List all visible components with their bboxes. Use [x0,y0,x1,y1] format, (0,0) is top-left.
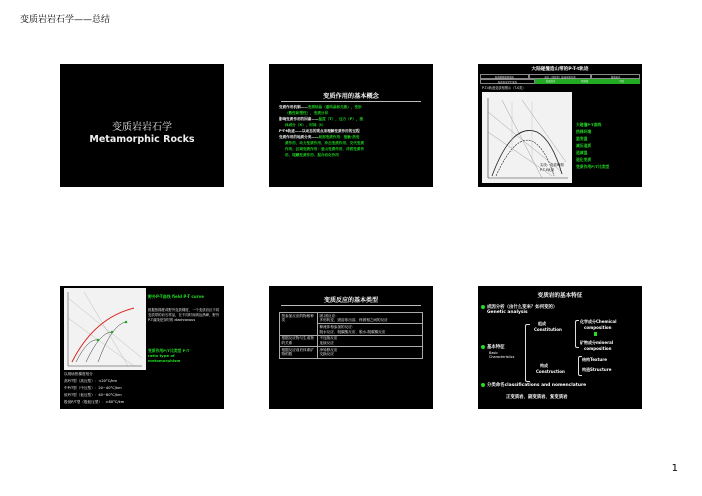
field-pt-diagram [64,288,146,370]
slide-field-pt-curve [60,286,224,409]
ptt-topic-item: 热梯环境 [576,129,592,134]
slide4-subtitle-3: metamorphism [148,358,181,363]
table-row [280,313,423,324]
ptt-diagram [482,92,572,183]
concept-line-label: 变质作用的地质分类—— [279,135,319,139]
slide5-title: 变质反应的基本类型 [323,297,378,304]
bullet-icon [481,345,485,349]
concept-line-highlight: 变质结晶（重结晶和交换），变形 [307,105,362,109]
concept-line-highlight: （数性和塑性），变质分异 [285,111,329,115]
cell-line: 释流体相参加的反应： [319,324,356,329]
ptt-legend-b: P-T-t轨迹 [540,168,554,172]
construction-cn: 构成 [540,363,548,368]
ptt-diagram-svg [482,92,572,183]
mineral-composition-cn: 矿物成分mineral [580,340,614,345]
slide1-title-en: Metamorphic Rocks [89,134,195,145]
concept-line [285,111,433,116]
slide1-title-cn: 变质岩岩石学 [112,122,172,133]
ptt-topic-item: 退减温 [576,150,588,155]
concept-line [285,141,433,146]
slide4-title: 野外P-T曲线 field P-T curve [148,294,204,299]
slide3-title: 大陆碰撞造山带的P-T-t轨迹 [531,67,589,72]
bullet-icon [481,383,485,387]
basic-features-en1: Basic [489,351,498,355]
field-pt-svg [64,288,146,370]
slide4-list-item: 中P/T型（中压型）：20~40°C/km [64,386,122,390]
stage-cell: 同剥蚀 [566,79,603,84]
basic-features-cn: 基本特征 [487,345,505,350]
brace-outer [525,324,530,382]
texture-label: 结构Texture [582,357,607,362]
concept-line-highlight: 温度（T），压力（P），流 [318,117,364,121]
table-cell [318,335,423,346]
chemical-composition-cn: 化学成分Chemical [580,319,617,324]
slide4-subtitle-1: 变质作用P/T比类型 P/T [148,348,190,353]
concept-line-label: 变质作用机制—— [279,105,308,109]
stage-cell: 抬升（或拉张）使减压和升温 [529,74,592,79]
stage-cell: 侵蚀抬升 [591,74,640,79]
stage-cell: 地壳加压至中低温 [480,79,535,84]
concept-line [279,117,429,122]
slide-basic-features [478,286,642,409]
classification-label: 分类命名classifications and nomenclature [487,383,587,388]
table-cell: 按参加反应的物相种类 [280,313,318,336]
constitution-cn: 组成 [538,321,546,326]
slide3-stage-table [480,74,640,84]
cell-line: 交换反应 [319,352,334,357]
cell-line: 不连续反应 [319,336,338,341]
concept-line-highlight: 质作用、动力变质作用、冲击变质作用、交代变质 [285,141,365,145]
concept-line-label: P-T-t轨迹——以动态的观点来理解变质作用的过程 [279,129,360,133]
table-cell: 根据反应物与生成物的关系 [280,335,318,346]
ptt-topic-item: 温变温 [576,136,588,141]
concept-line [285,153,433,158]
slide-title [60,64,224,187]
concept-line [279,129,429,134]
stage-cell: 高温高压 [535,79,567,84]
basic-features-en2: Characteristics [489,355,515,359]
genetic-analysis-en: Genetic analysis [487,310,528,315]
brace-constitution [575,320,579,348]
slide2-divider [281,101,421,102]
slide3-figure-caption: P-T-t轨迹变质相图示（T-S类） [482,86,526,90]
ptt-legend-a: 实线：变质峰期 [540,163,564,167]
table-row [280,347,423,358]
table-cell: 根据反应前后体系矿物的数 [280,347,318,358]
ptt-topic-item: 减压退质 [576,143,592,148]
page-number: 1 [671,463,678,474]
slide4-list-item: 高P/T型（高压型）：<20°C/km [64,379,118,383]
slide4-list-title: 以现场热梯度划分 [64,372,93,376]
slide4-bullet: 根据热梯度或野外变质梯度，一个变质岩区不同变质带的岩石样品，在不同时间到达热峰，野外P-T曲线是穿时的 diachronous [148,308,220,322]
slide-basic-concepts [269,64,433,187]
cell-line: 多形转变、固溶体出溶、终固相之间的反应 [319,318,388,323]
ptt-topic-item: 退化变质 [576,157,592,162]
slide-ptt-path [478,64,642,187]
cell-line: 脱水反应、脱碳酸反应、脱水-脱碳酸反应 [319,329,386,334]
constitution-en: Constitution [534,327,562,332]
mineral-composition-en: composition [584,346,612,351]
reaction-table [279,312,423,359]
slide6-title: 变质岩的基本特征 [537,293,583,299]
table-cell [318,347,423,358]
table-cell [318,313,423,324]
construction-en: Construction [536,369,565,374]
bullet-icon [481,305,485,309]
concept-line [285,147,433,152]
page-header-title: 变质岩岩石学——总结 [20,15,111,25]
ptt-topic-item: 大碰撞P-T曲线 [576,122,602,127]
table-cell [318,324,423,335]
concept-line-highlight: 体成分（X），时间（t） [285,123,326,127]
ptt-topic-item: 变质作用P/T比类型 [576,164,610,169]
slide4-list-item: 低P/T型（低压型）：40~80°C/km [64,393,122,397]
slide-reaction-types [269,286,433,409]
concept-line [279,105,429,110]
stage-cell: 中温 [603,79,640,84]
cell-line: 连续反应 [319,340,334,345]
slide2-title: 变质作用的基本概念 [323,93,379,100]
concept-line-highlight: 用、埋藏变质作用、混合岩化作用 [285,153,339,157]
slide4-list-item: 极低P/T型（极低压型）：>80°C/km [64,400,125,404]
concept-line [279,135,429,140]
rock-types-label: 正变质岩、副变质岩、复变质岩 [506,395,568,400]
stage-cell: 地壳增厚和早变质 [480,74,529,79]
chemical-composition-en: composition [584,325,612,330]
genetic-analysis-cn: 成因分析（由什么变来？如何变的） [487,305,558,310]
cell-line: 固-固反应： [319,313,339,318]
concept-line-highlight: 作用；区域变质作用：造山变质作用、洋底变质作 [285,147,365,151]
concept-line-label: 影响变质作用的因素—— [279,117,319,121]
slide4-subtitle-2: ratio type of [148,353,175,358]
arrow-icon [594,332,597,336]
concept-line [285,123,433,128]
table-row [280,335,423,346]
cell-line: 净转移反应 [319,347,338,352]
slide5-divider [281,305,421,306]
structure-label: 构造Structure [582,367,612,372]
concept-line-highlight: 局部变质作用：接触·热变 [318,135,360,139]
